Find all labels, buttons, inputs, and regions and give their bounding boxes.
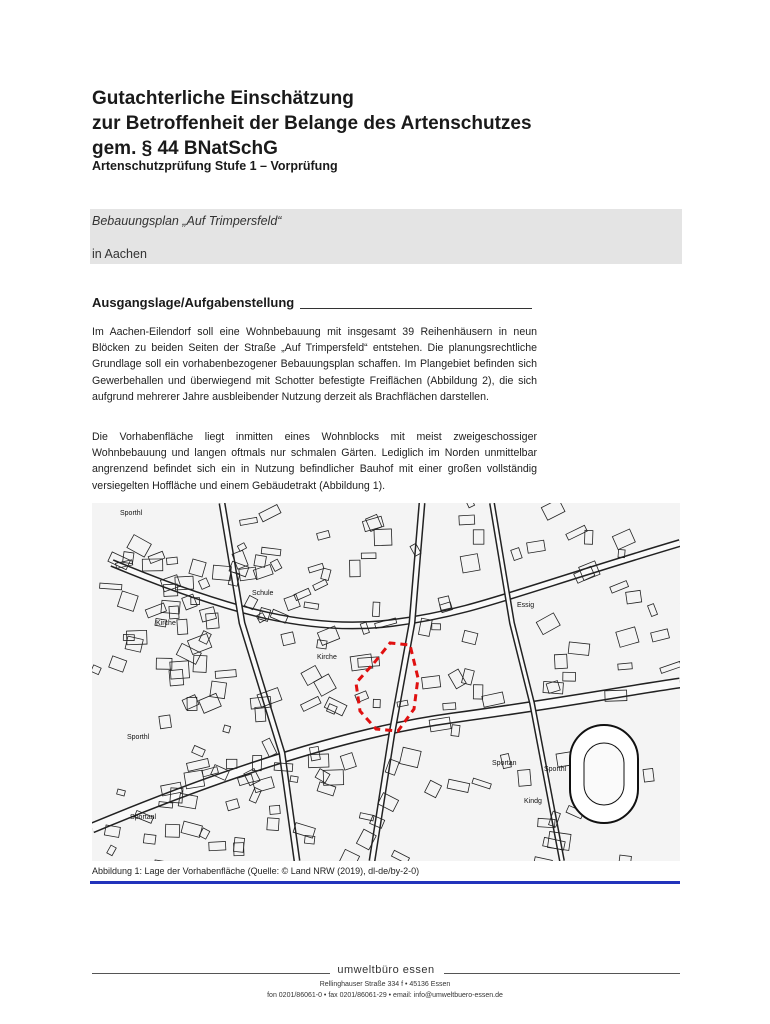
section-heading — [92, 295, 537, 310]
figure-caption: Abbildung 1: Lage der Vorhabenfläche (Quelle: © Land NRW (2019), dl-de/by-2-0) — [92, 866, 420, 876]
footer-contact: fon 0201/86061-0 • fax 0201/86061-29 • email: info@umweltbuero-essen.de — [267, 992, 503, 999]
footer-brand-line — [92, 964, 680, 978]
document-title — [92, 86, 652, 161]
plan-city: in Aachen — [92, 247, 147, 261]
section-heading-text: Ausgangslage/Aufgabenstellung — [92, 295, 295, 310]
map-label-1: Sporthl — [120, 510, 143, 517]
map-label-3: Kirche — [156, 620, 176, 627]
paragraph-1: Im Aachen-Eilendorf soll eine Wohnbebauung mit insgesamt 39 Reihenhäusern in neun Blöcken zu beiden Seiten der Straße „Auf Trimpersfeld“ entstehen. Die planungsrechtliche Grundlage soll ein vorhabenbezogener Bebauungsplan schaffen. Im Plangebiet befinden sich Gewerbehallen und überwiegend mit Schotter befestigte Freiflächen (Abbildung 2), die sich aufgrund mehrerer Jahre ausbleibender Nutzung derzeit als Brachflächen darstellen. — [92, 326, 537, 403]
title-line-3: gem. § 44 BNatSchG — [92, 138, 278, 159]
site-map-graphic — [92, 503, 680, 861]
footer-rule-right — [444, 973, 680, 974]
map-label-8: Sportan — [492, 760, 517, 767]
track-inner — [584, 743, 624, 805]
document-subtitle: Artenschutzprüfung Stufe 1 – Vorprüfung — [92, 159, 338, 173]
map-label-9: Sporthl — [544, 766, 567, 773]
caption-divider — [90, 881, 680, 884]
map-label-5: Essig — [517, 602, 535, 609]
plan-name: Bebauungsplan „Auf Trimpersfeld“ — [92, 214, 282, 228]
site-map — [92, 503, 680, 861]
title-line-2: zur Betroffenheit der Belange des Artenschutzes — [92, 113, 532, 134]
map-label-4: Kirche — [317, 654, 337, 661]
paragraph-2: Die Vorhabenfläche liegt inmitten eines Wohnblocks mit meist zweigeschossiger Wohnbebauung und langen oftmals nur schmalen Gärten. Lediglich im Norden unmittelbar angrenzend befindet sich ein in Nutzung befindlicher Bauhof mit einer großen vollständig versiegelten Hoffläche und einem Gebäudetrakt (Abbildung 1). — [92, 431, 537, 492]
map-label-6: Sporthl — [127, 734, 150, 741]
footer-address: Rellinghauser Straße 334 f • 45136 Essen — [319, 981, 451, 988]
plan-info-box — [90, 209, 682, 264]
title-line-1: Gutachterliche Einschätzung — [92, 88, 354, 109]
map-label-7: Sportanl — [130, 814, 157, 821]
map-label-2: Schule — [252, 590, 274, 597]
footer-brand: umweltbüro essen — [337, 964, 435, 976]
heading-rule — [300, 308, 532, 309]
map-label-10: Kindg — [524, 798, 542, 805]
sports-field — [570, 725, 638, 823]
